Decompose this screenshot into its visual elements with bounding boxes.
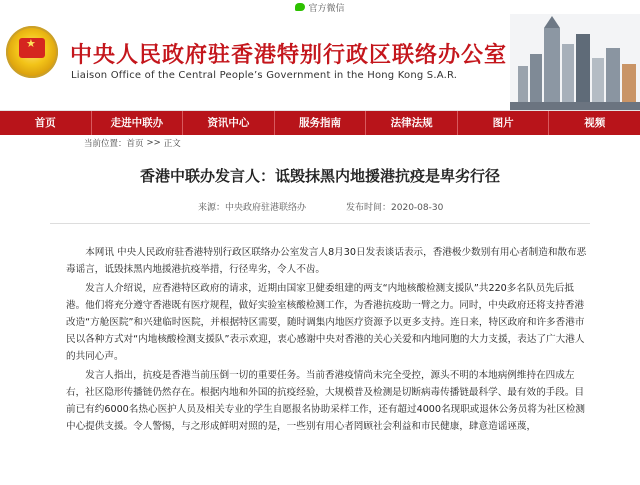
- national-emblem-icon: ★: [6, 26, 58, 78]
- breadcrumb-home-link[interactable]: 首页: [126, 139, 144, 149]
- wechat-bar[interactable]: [0, 0, 640, 14]
- article-paragraph: 发言人指出，抗疫是香港当前压倒一切的重要任务。当前香港疫情尚未完全受控，源头不明的本地病例维持在四成左右，社区隐形传播链仍然存在。根据内地和外国的抗疫经验，大规模普及检测是切断病毒传播链最科学、最有效的手段。目前已有约6000名热心医护人员及相关专业的学生自愿报名协助采样工作，还有超过4000名现职或退休公务员将为社区检测中心提供支援。令人警惕，与之形成鲜明对照的是，一些别有用心者罔顾社会利益和市民健康，肆意造谣诬蔑，: [66, 370, 585, 432]
- main-nav: [0, 111, 640, 135]
- article-paragraph: 发言人介绍说，应香港特区政府的请求，近期由国家卫健委组建的两支“内地核酸检测支援队”共220多名队员先后抵港。他们将充分遵守香港既有医疗规程，做好实验室核酸检测工作，为香港抗疫助一臂之力。同时，中央政府还将支持香港改造“方舱医院”和兴建临时医院，并根据特区需要，随时调集内地医疗资源予以更多支持。连日来，特区政府和许多香港市民以各种方式对“内地核酸检测支援队”表示欢迎，衷心感谢中央对香港的关心关爱和内地同胞的大力支援，表达了广大港人的共同心声。: [66, 283, 585, 362]
- article-paragraph: 本网讯 中央人民政府驻香港特别行政区联络办公室发言人8月30日发表谈话表示，香港极少数别有用心者制造和散布恶毒谣言，诋毁抹黑内地援港抗疫举措，行径卑劣，令人不齿。: [66, 247, 587, 275]
- site-subtitle: Liaison Office of the Central People’s Government in the Hong Kong S.A.R.: [71, 70, 458, 81]
- article-date: 发布时间：2020-08-30: [346, 203, 444, 213]
- nav-item-services[interactable]: 服务指南: [275, 111, 367, 135]
- article-source: 来源：中央政府驻港联络办: [198, 203, 307, 213]
- breadcrumb-separator: >>: [146, 138, 161, 148]
- wechat-label: 官方微信: [308, 3, 345, 14]
- site-title: 中央人民政府驻香港特别行政区联络办公室: [70, 43, 508, 68]
- article-meta: [0, 200, 640, 213]
- nav-item-videos[interactable]: 视频: [584, 117, 606, 129]
- nav-item-about[interactable]: 走进中联办: [92, 111, 184, 135]
- nav-item-home[interactable]: 首页: [0, 111, 92, 135]
- header-banner: [0, 14, 640, 111]
- breadcrumb-current: 正文: [163, 139, 181, 149]
- wechat-icon: [295, 3, 305, 11]
- article-title: 香港中联办发言人：诋毁抹黑内地援港抗疫是卑劣行径: [139, 167, 500, 185]
- nav-item-laws[interactable]: 法律法规: [366, 111, 458, 135]
- breadcrumb: [0, 135, 640, 151]
- article-body: [0, 224, 640, 435]
- nav-item-pictures[interactable]: 图片: [458, 111, 550, 135]
- nav-item-news[interactable]: 资讯中心: [183, 111, 275, 135]
- breadcrumb-prefix: 当前位置：: [84, 139, 127, 149]
- hong-kong-skyline-icon: [510, 14, 640, 110]
